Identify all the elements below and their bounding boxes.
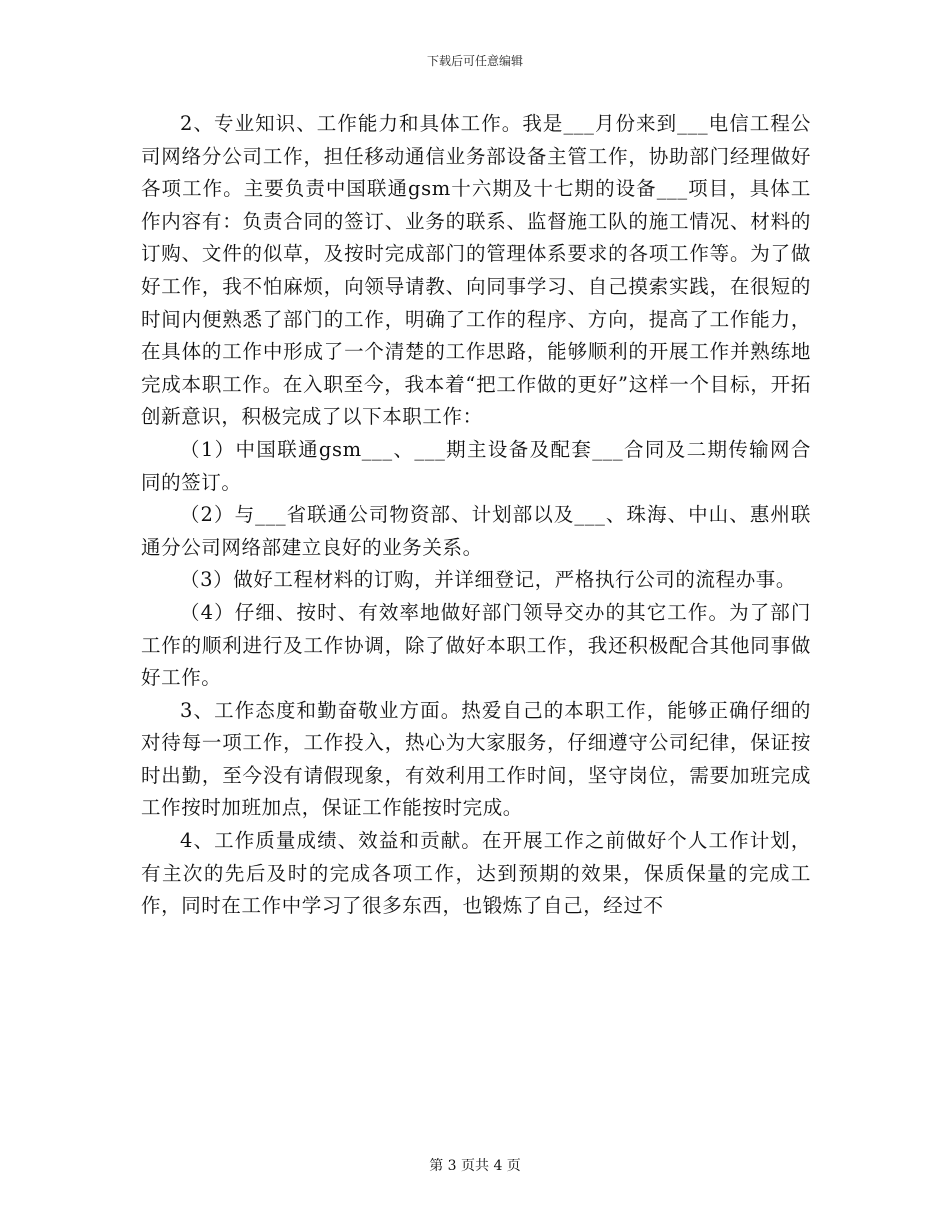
paragraph-item-3: （3）做好工程材料的订购，并详细登记，严格执行公司的流程办事。 — [180, 568, 797, 592]
paragraph-item-4: （4）仔细、按时、有效率地做好部门领导交办的其它工作。为了部门工作的顺利进行及工作协调，除了做好本职工作，我还积极配合其他同事做好工作。 — [141, 600, 811, 690]
paragraph-4-work-quality: 4、工作质量成绩、效益和贡献。在开展工作之前做好个人工作计划，有主次的先后及时的完成各项工作，达到预期的效果，保质保量的完成工作，同时在工作中学习了很多东西，也锻炼了自己，经过不 — [141, 829, 811, 918]
paragraph-2-professional-work: 2、专业知识、工作能力和具体工作。我是___月份来到___电信工程公司网络分公司工作，担任移动通信业务部设备主管工作，协助部门经理做好各项工作。主要负责中国联通gsm十六期及十七期的设备___项目，具体工作内容有：负责合同的签订、业务的联系、监督施工队的施工情况、材料的订购、文件的似草，及按时完成部门的管理体系要求的各项工作等。为了做好工作，我不怕麻烦，向领导请教、向同事学习、自己摸索实践，在很短的时间内便熟悉了部门的工作，明确了工作的程序、方向，提高了工作能力，在具体的工作中形成了一个清楚的工作思路，能够顺利的开展工作并熟练地完成本职工作。在入职至今，我本着“把工作做的更好”这样一个目标，开拓创新意识，积极完成了以下本职工作： — [141, 112, 811, 429]
paragraph-item-2: （2）与___省联通公司物资部、计划部以及___、珠海、中山、惠州联通分公司网络部建立良好的业务关系。 — [141, 503, 811, 559]
document-body — [141, 108, 811, 923]
paragraph-item-1: （1）中国联通gsm___、___期主设备及配套___合同及二期传输网合同的签订。 — [141, 437, 811, 494]
paragraph-3-work-attitude: 3、工作态度和勤奋敬业方面。热爱自己的本职工作，能够正确仔细的对待每一项工作，工作投入，热心为大家服务，仔细遵守公司纪律，保证按时出勤，至今没有请假现象，有效利用工作时间，坚守岗位，需要加班完成工作按时加班加点，保证工作能按时完成。 — [141, 698, 811, 820]
page-header: 下载后可任意编辑 — [426, 54, 523, 68]
page-number: 第 3 页共 4 页 — [429, 1158, 521, 1174]
